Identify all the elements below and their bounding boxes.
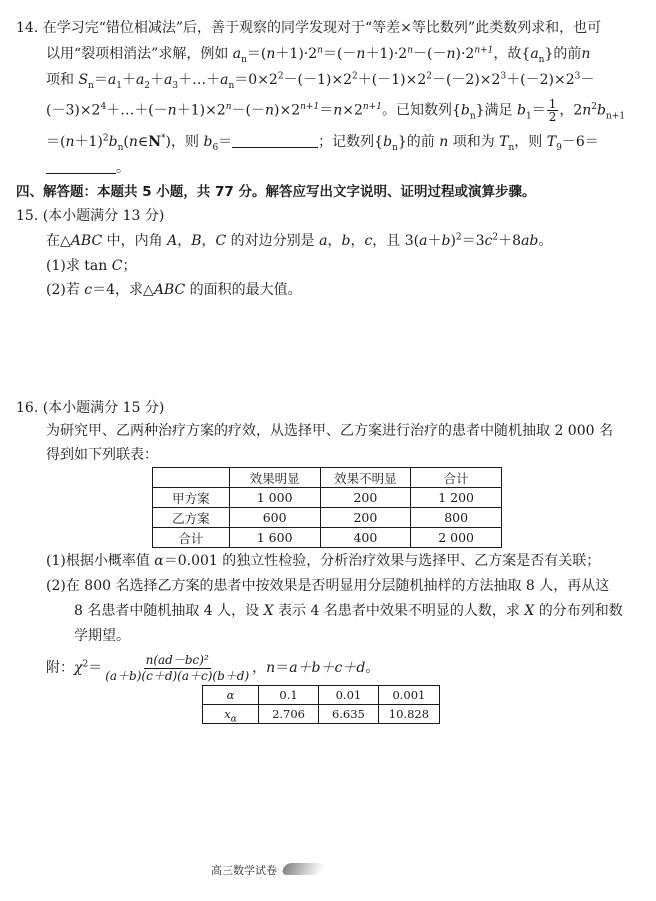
table-cell: 800 [411,508,502,528]
q15-part-1: (1)求 tan C； [46,258,137,274]
table-cell: 200 [320,488,411,508]
table-header-cell: 效果明显 [229,468,320,488]
q16-part-2-line-3: 学期望。 [74,628,130,644]
section-4-title: 四、解答题：本题共 5 小题，共 77 分。解答应写出文字说明、证明过程或演算步骤。 [16,184,536,200]
table-cell: 2.706 [259,705,319,724]
q15-heading: 15. (本小题满分 13 分) [16,208,165,224]
table-header-cell: 效果不明显 [320,468,411,488]
fraction-one-half: $\frac{1}{2}$ [548,97,557,124]
q14-line-4: $(-3)\times 2^4+\dots+(-n+1)\times 2^n-(-n)\times 2^{n+1}=n\times 2^{n+1}$。已知数列$\{b_n\}$满足 $b_1=$ $\frac{1}{2}$ ，$2n^2b_{n+1}$ [46,97,626,124]
q14-line-6: 。 [46,158,130,178]
table-cell: 1 200 [411,488,502,508]
page-footer: 高三数学试卷 [211,864,277,877]
table-header-cell: α [203,686,259,705]
table-cell: 600 [229,508,320,528]
table-cell: 甲方案 [153,488,230,508]
table-header-cell [153,468,230,488]
q16-part-2-line-1: (2)在 800 名选择乙方案的患者中按效果是否明显用分层随机抽样的方法抽取 8 人，再从这 [46,578,610,594]
table-header-cell: 合计 [411,468,502,488]
q16-stem-line-2: 得到如下列联表： [46,447,158,463]
q14-line-2: 以用“裂项相消法”求解，例如 $a_n=(n+1)\cdot 2^n=(-n+1)\cdot 2^n-(-n)\cdot 2^{n+1}$，故$\{a_n\}$的前n [46,45,591,65]
table-cell: 乙方案 [153,508,230,528]
appendix-formula: 附：$\chi^2=$ $\frac{\text{n(ad－bc)²}}{(a+b)(c+d)(a+c)(b+d)}$ ，n＝a＋b＋c＋d。 [46,652,380,683]
answer-blank-b6[interactable] [232,133,318,148]
table-header-row [203,686,440,705]
chi-square-fraction: $\frac{\text{n(ad－bc)²}}{(a+b)(c+d)(a+c)(b+d)}$ [105,652,250,683]
table-cell: 合计 [153,528,230,548]
table-cell: 6.635 [318,705,378,724]
q14-line-5: $=(n+1)^2b_n(n\in N^*)$，则 $b_6=$ ；记数列$\{b_n\}$的前 n 项和为 $T_n$，则 $T_9-6=$ [46,133,599,153]
table-row [153,508,502,528]
table-cell: 2 000 [411,528,502,548]
critical-value-table [202,685,440,724]
contingency-table [152,467,502,548]
table-cell: 10.828 [378,705,439,724]
scan-smudge [281,863,325,875]
table-cell: $x_\alpha$ [203,705,259,724]
table-row [203,705,440,724]
q15-part-2: (2)若 c＝4，求△ABC 的面积的最大值。 [46,282,302,298]
q16-part-2-line-2: 8 名患者中随机抽取 4 人，设 X 表示 4 名患者中效果不明显的人数，求 X 的分布列和数 [74,603,623,619]
table-cell: 200 [320,508,411,528]
q14-line-1: 14. 在学习完“错位相减法”后，善于观察的同学发现对于“等差×等比数列”此类数列求和，也可 [16,20,602,36]
q14-line-3: 项和 $S_n=a_1+a_2+a_3+\dots+a_n=0\times 2^2-(-1)\times 2^2+(-1)\times 2^2-(-2)\times 2^3+(-2)\times 2^3-$ [46,71,595,91]
table-header-cell: 0.001 [378,686,439,705]
table-row [153,488,502,508]
answer-blank-t9[interactable] [46,159,116,174]
q16-heading: 16. (本小题满分 15 分) [16,400,165,416]
q15-stem: 在△ABC 中，内角 A，B，C 的对边分别是 a，b，c，且 $3(a+b)^2=3c^2+8ab$。 [46,232,553,249]
table-header-cell: 0.01 [318,686,378,705]
table-header-row [153,468,502,488]
q16-stem-line-1: 为研究甲、乙两种治疗方案的疗效，从选择甲、乙方案进行治疗的患者中随机抽取 2 000 名 [46,423,613,439]
table-row [153,528,502,548]
table-cell: 1 600 [229,528,320,548]
table-header-cell: 0.1 [259,686,319,705]
q16-part-1: (1)根据小概率值 α＝0.001 的独立性检验，分析治疗效果与选择甲、乙方案是否有关联； [46,553,601,569]
table-cell: 400 [320,528,411,548]
table-cell: 1 000 [229,488,320,508]
